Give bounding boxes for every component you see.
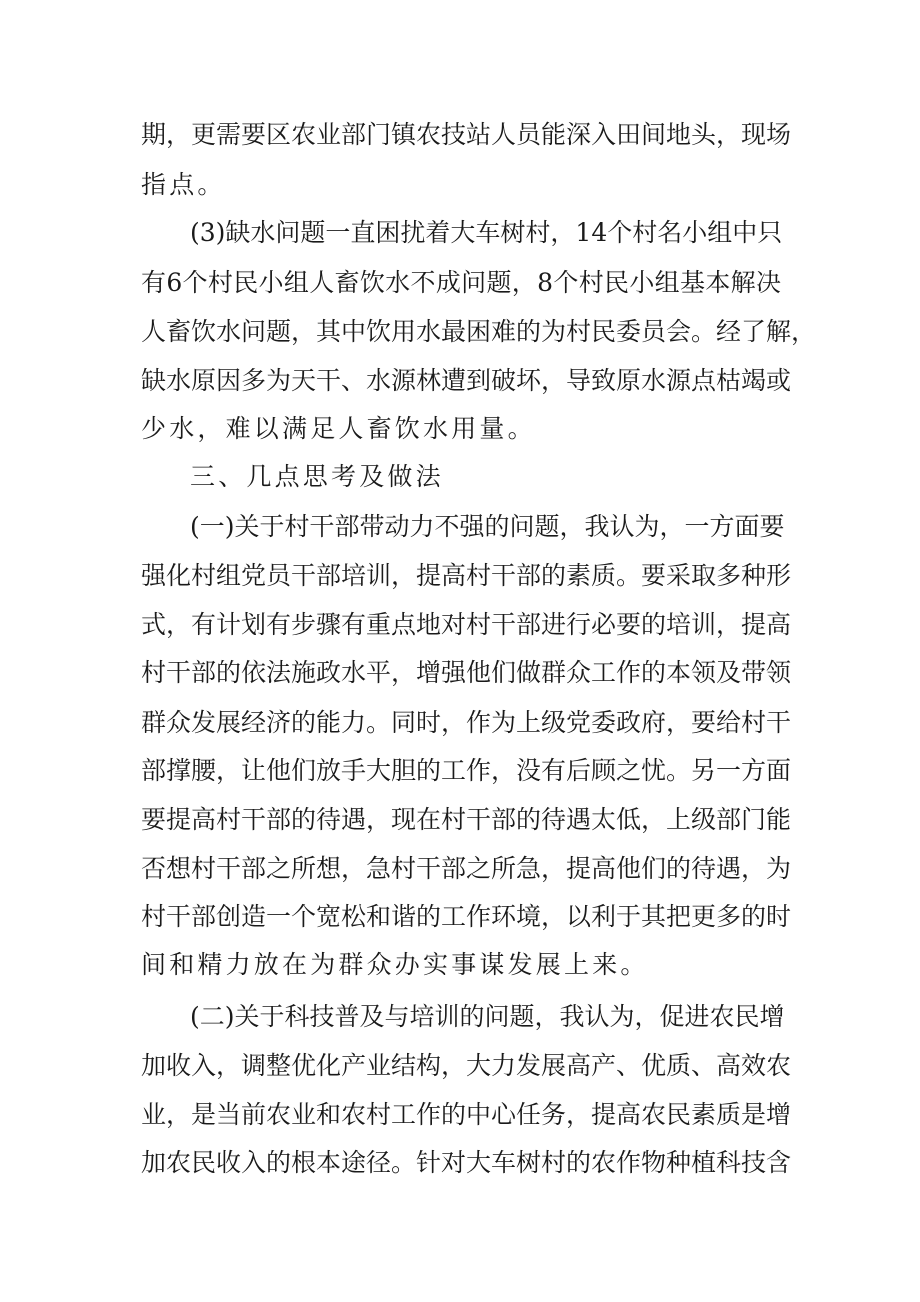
text-line: 少水，难以满足人畜饮水用量。 xyxy=(141,414,536,443)
text-line: 业，是当前农业和农村工作的中心任务，提高农民素质是增 xyxy=(141,1100,792,1129)
text-line: 期，更需要区农业部门镇农技站人员能深入田间地头，现场 xyxy=(141,120,792,149)
text-line: (一)关于村干部带动力不强的问题，我认为，一方面要 xyxy=(190,512,785,541)
text-line: 村干部的依法施政水平，增强他们做群众工作的本领及带领 xyxy=(141,658,792,687)
text-line: 间和精力放在为群众办实事谋发展上来。 xyxy=(141,950,649,979)
text-line: (二)关于科技普及与培训的问题，我认为，促进农民增 xyxy=(190,1002,785,1031)
text-line: (3)缺水问题一直困扰着大车树村，14个村名小组中只 xyxy=(190,218,783,247)
text-line: 部撑腰，让他们放手大胆的工作，没有后顾之忧。另一方面 xyxy=(141,756,792,785)
text-line: 缺水原因多为天干、水源林遭到破坏，导致原水源点枯竭或 xyxy=(141,366,792,395)
text-line: 加收入，调整优化产业结构，大力发展高产、优质、高效农 xyxy=(141,1051,792,1080)
text-line: 人畜饮水问题，其中饮用水最困难的为村民委员会。经了解， xyxy=(141,317,817,346)
text-line: 加农民收入的根本途径。针对大车树村的农作物种植科技含 xyxy=(141,1148,792,1177)
text-line: 群众发展经济的能力。同时，作为上级党委政府，要给村干 xyxy=(141,708,792,737)
text-line: 村干部创造一个宽松和谐的工作环境，以利于其把更多的时 xyxy=(141,902,792,931)
text-line: 否想村干部之所想，急村干部之所急，提高他们的待遇，为 xyxy=(141,854,792,883)
text-line: 有6个村民小组人畜饮水不成问题，8个村民小组基本解决 xyxy=(141,268,781,297)
text-line: 指点。 xyxy=(141,170,226,199)
text-line: 要提高村干部的待遇，现在村干部的待遇太低，上级部门能 xyxy=(141,805,792,834)
section-heading: 三、几点思考及做法 xyxy=(190,462,444,491)
text-line: 强化村组党员干部培训，提高村干部的素质。要采取多种形 xyxy=(141,561,792,590)
text-line: 式，有计划有步骤有重点地对村干部进行必要的培训，提高 xyxy=(141,610,792,639)
